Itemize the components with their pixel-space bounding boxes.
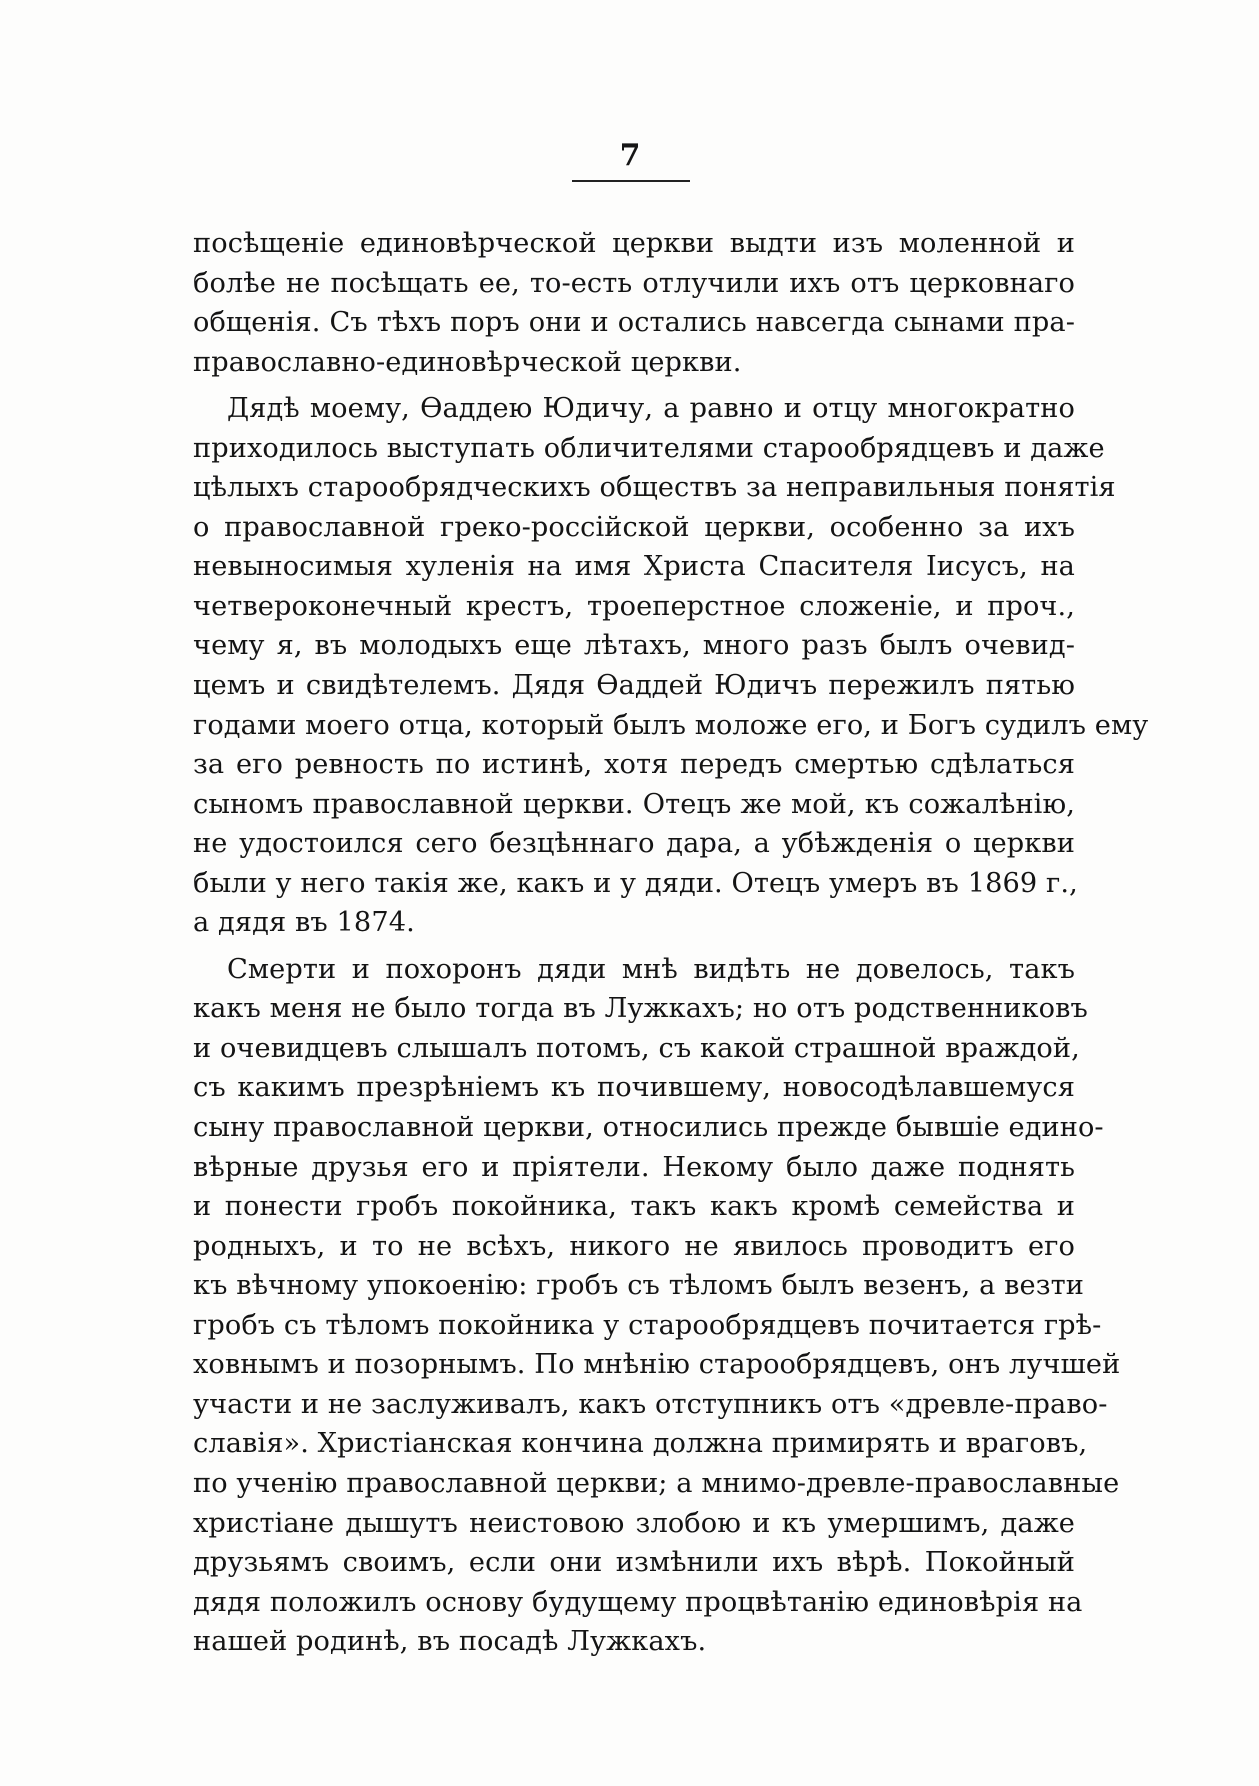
text-line: за его ревность по истинѣ, хотя передъ смертью сдѣлаться — [193, 749, 1075, 781]
paragraph-gap — [193, 382, 1075, 389]
text-line: ховнымъ и позорнымъ. По мнѣнію старообрядцевъ, онъ лучшей — [193, 1349, 1121, 1381]
text-line: не удостоился сего безцѣннаго дара, а убѣжденія о церкви — [193, 828, 1075, 860]
text-line: христіане дышутъ неистовою злобою и къ умершимъ, даже — [193, 1507, 1075, 1539]
text-line: посѣщеніе единовѣрческой церкви выдти изъ моленной и — [193, 228, 1075, 259]
page-number: 7 — [619, 138, 641, 173]
text-line: и понести гробъ покойника, такъ какъ кромѣ семейства и — [193, 1191, 1075, 1223]
text-line: сыномъ православной церкви. Отецъ же мой, къ сожалѣнію, — [193, 788, 1075, 820]
body-text — [193, 224, 1149, 1662]
text-line: цѣлыхъ старообрядческихъ обществъ за неправильныя понятія — [193, 472, 1116, 504]
text-line: родныхъ, и то не всѣхъ, никого не явилось проводитъ его — [193, 1230, 1075, 1262]
text-line: а дядя въ 1874. — [193, 907, 415, 939]
text-line: вѣрные друзья его и пріятели. Некому было даже поднять — [193, 1151, 1075, 1183]
text-line: Смерти и похоронъ дяди мнѣ видѣть не довелось, такъ — [227, 953, 1075, 985]
text-line: гробъ съ тѣломъ покойника у старообрядцевъ почитается грѣ- — [193, 1309, 1102, 1341]
text-line: Дядѣ моему, Ѳаддею Юдичу, а равно и отцу многократно — [227, 393, 1075, 425]
text-line: нашей родинѣ, въ посадѣ Лужкахъ. — [193, 1626, 707, 1658]
text-line: по ученію православной церкви; а мнимо-древле-православные — [193, 1467, 1120, 1499]
text-line: къ вѣчному упокоенію: гробъ съ тѣломъ былъ везенъ, а везти — [193, 1270, 1085, 1302]
text-line: и очевидцевъ слышалъ потомъ, съ какой страшной враждой, — [193, 1032, 1080, 1064]
text-line: друзьямъ своимъ, если они измѣнили ихъ вѣрѣ. Покойный — [193, 1547, 1075, 1579]
text-line: были у него такія же, какъ и у дяди. Отецъ умеръ въ 1869 г., — [193, 867, 1078, 899]
paragraph-gap — [193, 943, 1075, 950]
text-line: о православной греко-россійской церкви, особенно за ихъ — [193, 511, 1075, 543]
page-number-rule — [572, 180, 690, 182]
text-line: православно-единовѣрческой церкви. — [193, 346, 742, 378]
text-line: четвероконечный крестъ, троеперстное сложеніе, и проч., — [193, 590, 1075, 622]
paragraph-1 — [193, 224, 1075, 382]
text-line: сыну православной церкви, относились прежде бывшіе едино- — [193, 1112, 1104, 1144]
text-line: какъ меня не было тогда въ Лужкахъ; но отъ родственниковъ — [193, 993, 1088, 1025]
text-line: невыносимыя хуленія на имя Христа Спасителя Іисусъ, на — [193, 551, 1075, 583]
text-line: общенія. Съ тѣхъ поръ они и остались навсегда сынами пра- — [193, 307, 1075, 339]
text-line: годами моего отца, который былъ моложе его, и Богъ судилъ ему — [193, 709, 1149, 741]
paragraph-2 — [193, 389, 1149, 943]
text-line: приходилось выступать обличителями старообрядцевъ и даже — [193, 432, 1105, 464]
text-line: славія». Христіанская кончина должна примирять и враговъ, — [193, 1428, 1088, 1460]
text-line: цемъ и свидѣтелемъ. Дядя Ѳаддей Юдичъ пережилъ пятью — [193, 670, 1075, 702]
paragraph-3 — [193, 950, 1121, 1662]
text-line: съ какимъ презрѣніемъ къ почившему, новосодѣлавшемуся — [193, 1072, 1075, 1104]
text-line: болѣе не посѣщать ее, то-есть отлучили ихъ отъ церковнаго — [193, 267, 1075, 299]
text-line: дядя положилъ основу будущему процвѣтанію единовѣрія на — [193, 1586, 1083, 1618]
text-line: чему я, въ молодыхъ еще лѣтахъ, много разъ былъ очевид- — [193, 630, 1075, 662]
text-line: участи и не заслуживалъ, какъ отступникъ отъ «древле-право- — [193, 1388, 1108, 1420]
